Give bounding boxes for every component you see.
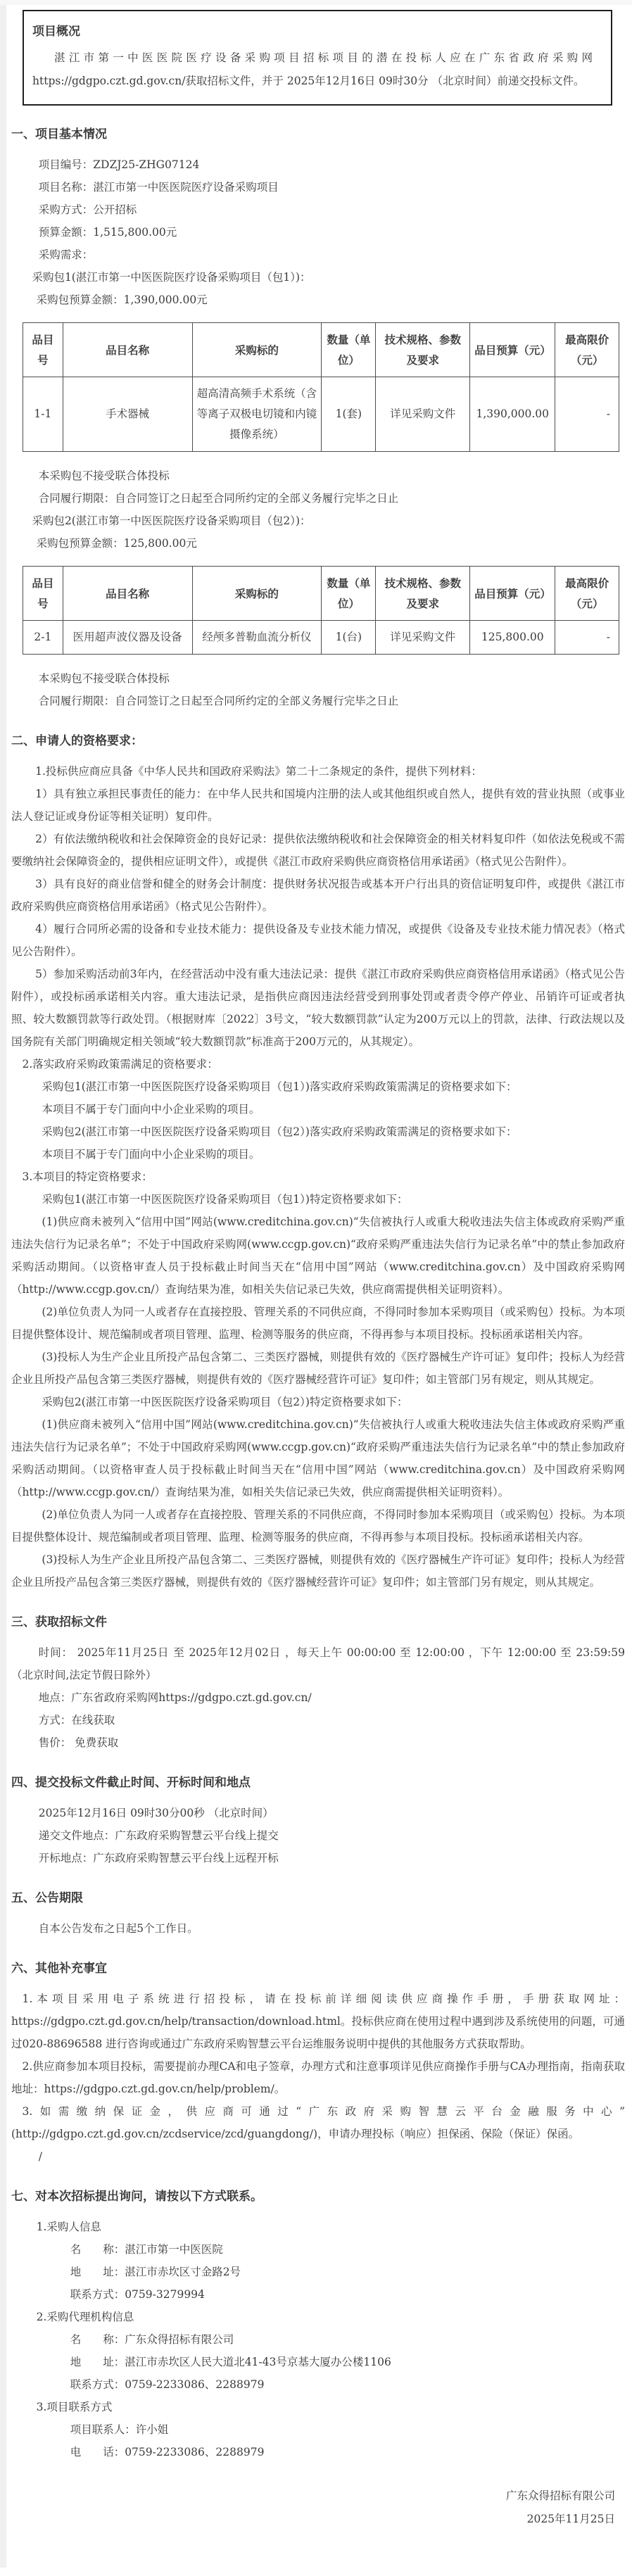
section-obtain-documents (11, 1613, 625, 1754)
project-contact-person: 项目联系人：许小姐 (70, 2423, 169, 2436)
header-subject: 采购标的 (192, 567, 322, 621)
section-qualification (11, 732, 625, 1593)
section-bid-opening (11, 1774, 625, 1869)
procurement-method: 采购方式：公开招标 (38, 203, 137, 216)
overview-text: 湛江市第一中医医院医疗设备采购项目招标项目的潜在投标人应在广东省政府采购网https://gdgpo.czt.gd.gov.cn/获取招标文件，并于 2025年12月16日 09时30分 （北京时间）前递交投标文件。 (32, 51, 593, 87)
package2-intro: 采购包2(湛江市第一中医医院医疗设备采购项目（包2）)： (32, 514, 311, 527)
signature-block (11, 2485, 615, 2531)
cell-item-name: 手术器械 (63, 377, 192, 452)
header-item-no: 品目号 (23, 567, 63, 621)
header-quantity: 数量（单位） (322, 567, 376, 621)
section4-heading: 四、提交投标文件截止时间、开标时间和地点 (11, 1776, 251, 1790)
package1-note-consortium: 本采购包不接受联合体投标 (38, 469, 170, 482)
header-item-name: 品目名称 (63, 323, 192, 377)
package1-budget: 采购包预算金额：1,390,000.00元 (36, 293, 208, 306)
header-item-budget: 品目预算（元） (470, 567, 555, 621)
qualification-paragraph: (1)供应商未被列入“信用中国”网站(www.creditchina.gov.cn)“失信被执行人或重大税收违法失信主体或政府采购严重违法失信行为记录名单”；不处于中国政府采购网(www.ccgp.gov.cn)“政府采购严重违法失信行为记录名单”中的禁止参加政府采购活动期间。（以资格审查人员于投标截止时间当天在“信用中国”网站（www.creditchina.gov.cn）及中国政府采购网（http://www.ccgp.gov.cn/）查询结果为准，如相关失信记录已失效，供应商需提供相关证明资料）。 (11, 1216, 625, 1296)
agency-phone: 联系方式：0759-2233086、2288979 (70, 2378, 265, 2391)
cell-price-limit: - (555, 621, 619, 655)
header-item-budget: 品目预算（元） (470, 323, 555, 377)
section2-heading: 二、申请人的资格要求： (11, 734, 143, 748)
header-subject: 采购标的 (192, 323, 322, 377)
qualification-paragraph: 3.本项目的特定资格要求： (22, 1170, 153, 1183)
cell-subject: 超高清高频手术系统（含等离子双极电切镜和内镜摄像系统） (192, 377, 322, 452)
qualification-paragraph: (1)供应商未被列入“信用中国”网站(www.creditchina.gov.cn)“失信被执行人或重大税收违法失信主体或政府采购严重违法失信行为记录名单”；不处于中国政府采购网(www.ccgp.gov.cn)“政府采购严重违法失信行为记录名单”中的禁止参加政府采购活动期间。（以资格审查人员于投标截止时间当天在“信用中国”网站（www.creditchina.gov.cn）及中国政府采购网（http://www.ccgp.gov.cn/）查询结果为准，如相关失信记录已失效，供应商需提供相关证明资料）。 (11, 1418, 625, 1498)
header-spec: 技术规格、参数及要求 (376, 323, 470, 377)
cell-quantity: 1(台) (322, 621, 376, 655)
purchaser-phone: 联系方式：0759-3279994 (70, 2288, 205, 2301)
agency-address: 地 址：湛江市赤坎区人民大道北41-43号京基大厦办公楼1106 (70, 2356, 391, 2368)
header-item-no: 品目号 (23, 323, 63, 377)
table-header-row (23, 567, 619, 621)
project-name: 项目名称：湛江市第一中医医院医疗设备采购项目 (38, 181, 279, 194)
project-contact-phone: 电 话：0759-2233086、2288979 (70, 2446, 265, 2458)
cell-spec: 详见采购文件 (376, 377, 470, 452)
cell-item-budget: 125,800.00 (470, 621, 555, 655)
section7-heading: 七、对本次招标提出询问，请按以下方式联系。 (11, 2190, 263, 2204)
qualification-paragraph: 2）有依法缴纳税收和社会保障资金的良好记录：提供依法缴纳税收和社会保障资金的相关材料复印件（如依法免税或不需要缴纳社会保障资金的，提供相应证明文件），或提供《湛江市政府采购供应商资格信用承诺函》（格式见公告附件）。 (11, 833, 625, 868)
qualification-paragraph: 本项目不属于专门面向中小企业采购的项目。 (42, 1103, 260, 1116)
qualification-paragraph: 3）具有良好的商业信誉和健全的财务会计制度：提供财务状况报告或基本开户行出具的资信证明复印件，或提供《湛江市政府采购供应商资格信用承诺函》（格式见公告附件）。 (11, 878, 625, 913)
table-row (23, 377, 619, 452)
purchaser-name: 名 称：湛江市第一中医医院 (70, 2243, 223, 2256)
cell-price-limit: - (555, 377, 619, 452)
section-announcement-period (11, 1889, 625, 1940)
header-price-limit: 最高限价（元） (555, 323, 619, 377)
signature-date: 2025年11月25日 (526, 2513, 615, 2525)
package1-items-table (23, 322, 619, 452)
project-number: 项目编号：ZDZJ25-ZHG07124 (38, 158, 200, 171)
obtain-way: 方式：在线获取 (38, 1714, 115, 1726)
header-quantity: 数量（单位） (322, 323, 376, 377)
cell-item-no: 2-1 (23, 621, 63, 655)
package2-note-consortium: 本采购包不接受联合体投标 (38, 672, 170, 685)
header-spec: 技术规格、参数及要求 (376, 567, 470, 621)
cell-item-name: 医用超声波仪器及设备 (63, 621, 192, 655)
qualification-paragraph: (3)投标人为生产企业且所投产品包含第二、三类医疗器械，则提供有效的《医疗器械生产许可证》复印件；投标人为经营企业且所投产品包含第三类医疗器械，则提供有效的《医疗器械经营许可证》复印件；如主管部门另有规定，则从其规定。 (11, 1553, 625, 1589)
cell-quantity: 1(套) (322, 377, 376, 452)
header-price-limit: 最高限价（元） (555, 567, 619, 621)
bid-submit-place: 递交文件地点：广东政府采购智慧云平台线上提交 (38, 1829, 279, 1842)
qualification-paragraph: 2.落实政府采购政策需满足的资格要求： (22, 1058, 218, 1071)
package2-items-table (23, 566, 619, 655)
section1-heading: 一、项目基本情况 (11, 127, 107, 141)
supplementary-paragraph: 3.如需缴纳保证金，供应商可通过“广东政府采购智慧云平台金融服务中心”(http://gdgpo.czt.gd.gov.cn/zcdservice/zcd/guangdong/)，申请办理投标（响应）担保函、保险（保证）保函。 (11, 2105, 625, 2140)
overview-box (23, 10, 612, 106)
demand-label: 采购需求： (38, 248, 94, 261)
overview-title: 项目概况 (32, 25, 80, 39)
supplementary-slash: / (38, 2150, 42, 2163)
qualification-paragraph: (2)单位负责人为同一人或者存在直接控股、管理关系的不同供应商，不得同时参加本采购项目（或采购包）投标。为本项目提供整体设计、规范编制或者项目管理、监理、检测等服务的供应商，不得再参与本项目投标。投标函承诺相关内容。 (11, 1306, 625, 1341)
supplementary-paragraph: 1.本项目采用电子系统进行招投标，请在投标前详细阅读供应商操作手册，手册获取网址：https://gdgpo.czt.gd.gov.cn/help/transaction/download.html。投标供应商在使用过程中遇到涉及系统使用的问题，可通过020-88696588 进行咨询或通过广东政府采购智慧云平台运维服务说明中提供的其他服务方式获取帮助。 (11, 1993, 625, 2050)
qualification-paragraph: 采购包2(湛江市第一中医医院医疗设备采购项目（包2）)特定资格要求如下： (42, 1396, 408, 1408)
supplementary-paragraph: 2.供应商参加本项目投标，需要提前办理CA和电子签章，办理方式和注意事项详见供应商操作手册与CA办理指南，指南获取地址：https://gdgpo.czt.gd.gov.cn/help/problem/。 (11, 2060, 625, 2095)
agency-title: 2.采购代理机构信息 (36, 2311, 134, 2323)
qualification-paragraph: 4）履行合同所必需的设备和专业技术能力：提供设备及专业技术能力情况，或提供《设备及专业技术能力情况表》（格式见公告附件）。 (11, 923, 625, 958)
qualification-paragraph: 1.投标供应商应具备《中华人民共和国政府采购法》第二十二条规定的条件，提供下列材料： (35, 765, 482, 778)
package1-intro: 采购包1(湛江市第一中医医院医疗设备采购项目（包1）)： (32, 271, 311, 284)
obtain-time: 时间： 2025年11月25日 至 2025年12月02日 ，每天上午 00:00:00 至 12:00:00 ，下午 12:00:00 至 23:59:59 （北京时间,法定节假日除外） (11, 1646, 625, 1681)
signature-company: 广东众得招标有限公司 (505, 2489, 615, 2502)
purchaser-title: 1.采购人信息 (36, 2221, 101, 2233)
purchaser-address: 地 址：湛江市赤坎区寸金路2号 (70, 2266, 241, 2278)
header-item-name: 品目名称 (63, 567, 192, 621)
qualification-paragraph: 采购包1(湛江市第一中医医院医疗设备采购项目（包1）)落实政府采购政策需满足的资格要求如下： (42, 1080, 517, 1093)
section6-heading: 六、其他补充事宜 (11, 1962, 107, 1976)
section-supplementary (11, 1959, 625, 2168)
qualification-paragraph: (2)单位负责人为同一人或者存在直接控股、管理关系的不同供应商，不得同时参加本采购项目（或采购包）投标。为本项目提供整体设计、规范编制或者项目管理、监理、检测等服务的供应商，不得再参与本项目投标。投标函承诺相关内容。 (11, 1508, 625, 1543)
cell-item-budget: 1,390,000.00 (470, 377, 555, 452)
section-contacts (11, 2187, 625, 2463)
qualification-paragraph: 本项目不属于专门面向中小企业采购的项目。 (42, 1148, 260, 1161)
cell-item-no: 1-1 (23, 377, 63, 452)
section5-heading: 五、公告期限 (11, 1891, 83, 1905)
package2-note-contract: 合同履行期限：自合同签订之日起至合同所约定的全部义务履行完毕之日止 (38, 695, 399, 707)
project-contact-title: 3.项目联系方式 (36, 2401, 113, 2413)
obtain-place: 地点：广东省政府采购网https://gdgpo.czt.gd.gov.cn/ (38, 1691, 312, 1704)
announcement-duration: 自本公告发布之日起5个工作日。 (38, 1922, 198, 1935)
qualification-paragraph: 采购包1(湛江市第一中医医院医疗设备采购项目（包1）)特定资格要求如下： (42, 1193, 408, 1206)
cell-subject: 经颅多普勒血流分析仪 (192, 621, 322, 655)
obtain-price: 售价： 免费获取 (38, 1736, 119, 1749)
bid-open-place: 开标地点：广东政府采购智慧云平台线上远程开标 (38, 1852, 279, 1864)
left-margin-strip (0, 0, 6, 2568)
qualification-paragraph: 5）参加采购活动前3年内，在经营活动中没有重大违法记录：提供《湛江市政府采购供应商资格信用承诺函》（格式见公告附件），或投标函承诺相关内容。重大违法记录，是指供应商因违法经营受到刑事处罚或者责令停产停业、吊销许可证或者执照、较大数额罚款等行政处罚。（根据财库〔2022〕3号文，“较大数额罚款”认定为200万元以上的罚款，法律、行政法规以及国务院有关部门明确规定相关领域“较大数额罚款”标准高于200万元的，从其规定）。 (11, 968, 625, 1048)
section-basic-info (11, 125, 625, 712)
package1-note-contract: 合同履行期限：自合同签订之日起至合同所约定的全部义务履行完毕之日止 (38, 492, 399, 505)
qualification-paragraph: 1）具有独立承担民事责任的能力：在中华人民共和国境内注册的法人或其他组织或自然人，提供有效的营业执照（或事业法人登记证或身份证等相关证明）复印件。 (11, 788, 625, 823)
table-header-row (23, 323, 619, 377)
bid-deadline: 2025年12月16日 09时30分00秒 （北京时间） (38, 1807, 274, 1819)
qualification-paragraph: 采购包2(湛江市第一中医医院医疗设备采购项目（包2）)落实政府采购政策需满足的资格要求如下： (42, 1125, 517, 1138)
cell-spec: 详见采购文件 (376, 621, 470, 655)
section3-heading: 三、获取招标文件 (11, 1615, 107, 1629)
table-row (23, 621, 619, 655)
package2-budget: 采购包预算金额：125,800.00元 (36, 537, 197, 550)
qualification-paragraph: (3)投标人为生产企业且所投产品包含第二、三类医疗器械，则提供有效的《医疗器械生产许可证》复印件；投标人为经营企业且所投产品包含第三类医疗器械，则提供有效的《医疗器械经营许可证》复印件；如主管部门另有规定，则从其规定。 (11, 1351, 625, 1386)
top-margin-strip (0, 0, 632, 5)
budget-amount: 预算金额：1,515,800.00元 (38, 226, 177, 239)
agency-name: 名 称：广东众得招标有限公司 (70, 2333, 234, 2346)
